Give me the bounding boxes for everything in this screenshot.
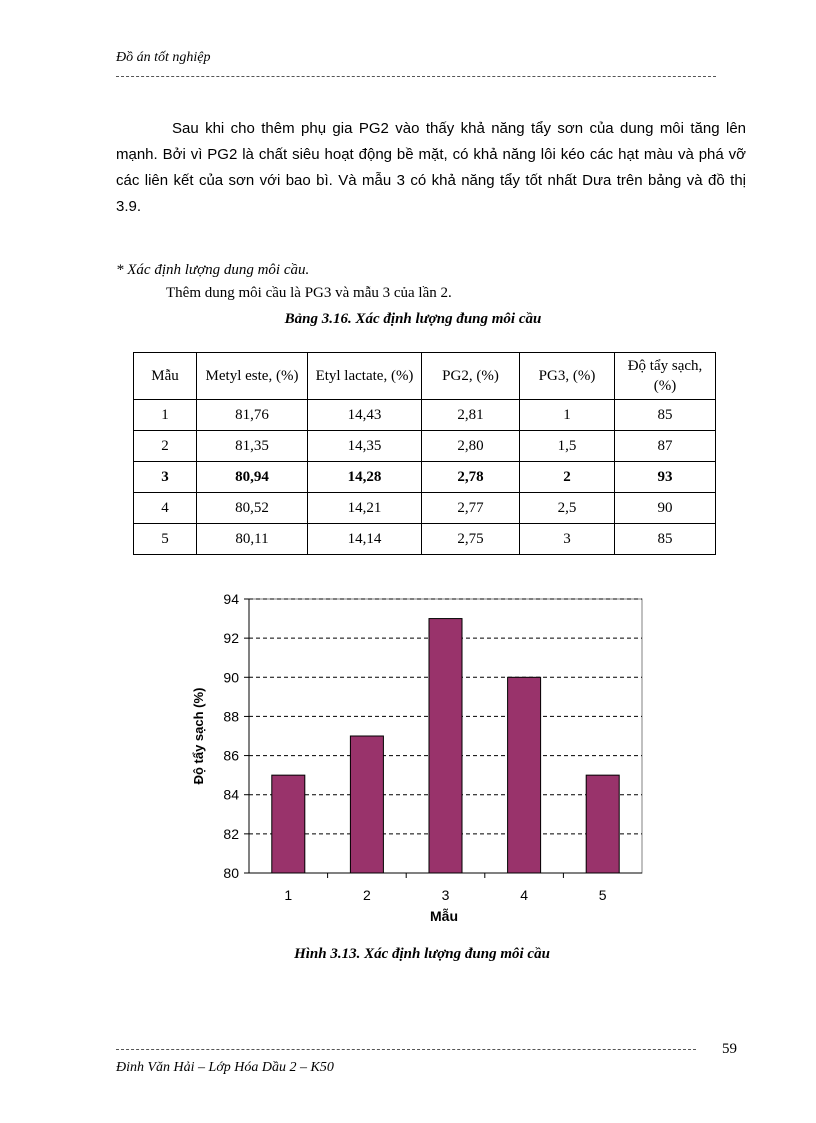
y-tick-label: 86 [223,747,239,764]
table-cell: 90 [615,493,716,524]
table-row [134,524,716,555]
table-header-cell: Mẫu [134,353,197,400]
table-cell: 2,78 [422,462,520,493]
table-row-highlight [134,462,716,493]
x-tick-label: 3 [441,887,450,903]
table-row [134,431,716,462]
x-tick-label: 4 [520,887,528,903]
table-header-cell: PG3, (%) [520,353,615,400]
y-tick-label: 84 [223,786,239,803]
y-tick-label: 90 [223,669,239,686]
chart-x-tick-labels [284,887,606,903]
table-cell: 14,21 [308,493,422,524]
chart-bars [272,619,619,873]
table-cell: 2,81 [422,400,520,431]
table-header-cell: Metyl este, (%) [197,353,308,400]
table-cell: 2 [520,462,615,493]
table-row [134,400,716,431]
table-cell: 14,14 [308,524,422,555]
figure-caption: Hình 3.13. Xác định lượng đung môi cầu [294,946,550,962]
table-header-cell: PG2, (%) [422,353,520,400]
page-number: 59 [722,1041,737,1057]
bar [586,775,619,873]
table-cell: 3 [520,524,615,555]
table-cell: 1 [520,400,615,431]
bar [272,775,305,873]
footer-divider [116,1049,696,1050]
table-header-cell: Độ tẩy sạch, (%) [615,353,716,400]
table-cell: 14,28 [308,462,422,493]
y-tick-label: 80 [223,865,239,881]
table-cell: 1 [134,400,197,431]
table-cell: 5 [134,524,197,555]
y-tick-label: 82 [223,825,239,842]
table-cell: 2,5 [520,493,615,524]
x-tick-label: 1 [284,887,293,903]
bar [508,677,541,873]
table-row [134,493,716,524]
table-cell: 14,43 [308,400,422,431]
chart-x-axis-label: Mẫu [430,908,458,924]
header-title: Đồ án tốt nghiệp [116,50,211,65]
bar-chart [170,585,650,935]
table-cell: 81,76 [197,400,308,431]
chart-y-tick-labels [223,591,239,881]
header-divider [116,76,716,77]
table-cell: 80,94 [197,462,308,493]
table-cell: 80,11 [197,524,308,555]
table-cell: 3 [134,462,197,493]
table-cell: 14,35 [308,431,422,462]
bar [350,736,383,873]
table-cell: 2,75 [422,524,520,555]
y-tick-label: 88 [223,708,239,725]
body-paragraph-text: Sau khi cho thêm phụ gia PG2 vào thấy khả năng tẩy sơn của dung môi tăng lên mạnh. Bởi vì PG2 là chất siêu hoạt động bề mặt, có khả năng lôi kéo các hạt màu và phá vỡ các liên kết của sơn với bao bì. Và mẫu 3 có khả năng tẩy tốt nhất Dưa trên bảng và đồ thị 3.9. [116,120,746,215]
table-cell: 2,77 [422,493,520,524]
table-header-cell: Etyl lactate, (%) [308,353,422,400]
section-heading: * Xác định lượng dung môi cầu. [116,262,310,278]
y-tick-label: 94 [223,591,239,607]
table-cell: 2 [134,431,197,462]
x-tick-label: 2 [363,887,371,903]
data-table [133,352,716,555]
chart-y-axis-label: Độ tẩy sạch (%) [191,687,206,785]
table-cell: 80,52 [197,493,308,524]
table-header-row [134,353,716,400]
table-cell: 85 [615,400,716,431]
table-caption: Bảng 3.16. Xác định lượng đung môi cầu [284,311,542,327]
body-paragraph [116,116,746,220]
bar [429,619,462,873]
x-tick-label: 5 [598,887,607,903]
table-cell: 1,5 [520,431,615,462]
table-cell: 2,80 [422,431,520,462]
y-tick-label: 92 [223,630,239,647]
table-cell: 85 [615,524,716,555]
table-cell: 93 [615,462,716,493]
table-cell: 81,35 [197,431,308,462]
table-cell: 4 [134,493,197,524]
section-body: Thêm dung môi cầu là PG3 và mẫu 3 của lần 2. [166,285,452,301]
footer-author: Đinh Văn Hải – Lớp Hóa Dầu 2 – K50 [116,1060,334,1075]
table-cell: 87 [615,431,716,462]
